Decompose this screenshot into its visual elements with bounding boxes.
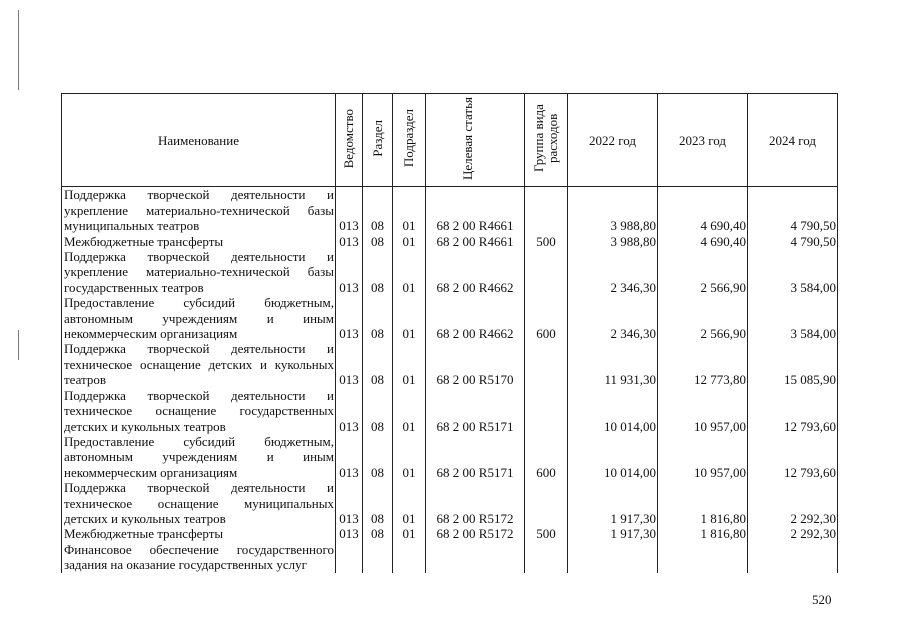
row-gruppa: 500 (525, 234, 568, 249)
header-2024: 2024 год (748, 94, 838, 187)
row-value-2022: 10 014,00 (568, 388, 658, 434)
row-value-2024: 12 793,60 (748, 388, 838, 434)
row-value-2023: 10 957,00 (658, 388, 748, 434)
row-celevaya-statya: 68 2 00 R4661 (426, 234, 525, 249)
row-value-2022 (568, 542, 658, 573)
row-vedomstvo: 013 (336, 341, 363, 387)
table-row (62, 480, 838, 526)
header-gruppa-vida-rashodov: Группа вида расходов (525, 94, 568, 187)
row-vedomstvo: 013 (336, 526, 363, 541)
row-celevaya-statya: 68 2 00 R5171 (426, 434, 525, 480)
row-razdel: 08 (363, 187, 393, 234)
row-podrazdel: 01 (393, 234, 426, 249)
header-podrazdel: Подраздел (393, 94, 426, 187)
row-podrazdel: 01 (393, 480, 426, 526)
row-vedomstvo: 013 (336, 249, 363, 295)
row-celevaya-statya: 68 2 00 R5170 (426, 341, 525, 387)
row-value-2024: 4 790,50 (748, 187, 838, 234)
row-vedomstvo (336, 542, 363, 573)
row-value-2024: 3 584,00 (748, 295, 838, 341)
row-name: Финансовое обеспечение государственного задания на оказание государственных услуг (62, 542, 336, 573)
row-podrazdel (393, 542, 426, 573)
row-value-2022: 11 931,30 (568, 341, 658, 387)
row-vedomstvo: 013 (336, 295, 363, 341)
row-razdel: 08 (363, 526, 393, 541)
row-razdel: 08 (363, 234, 393, 249)
header-name: Наименование (62, 94, 336, 187)
header-2022: 2022 год (568, 94, 658, 187)
row-value-2023: 1 816,80 (658, 526, 748, 541)
row-value-2022: 2 346,30 (568, 295, 658, 341)
page-number: 520 (812, 592, 832, 607)
row-value-2024: 2 292,30 (748, 526, 838, 541)
row-razdel: 08 (363, 388, 393, 434)
row-value-2023: 10 957,00 (658, 434, 748, 480)
row-podrazdel: 01 (393, 526, 426, 541)
header-razdel: Раздел (363, 94, 393, 187)
row-value-2023: 1 816,80 (658, 480, 748, 526)
row-value-2022: 1 917,30 (568, 480, 658, 526)
row-celevaya-statya (426, 542, 525, 573)
row-name: Поддержка творческой деятельности и техническое оснащение государственных детских и кукольных театров (62, 388, 336, 434)
scan-edge-mark-bottom (18, 330, 19, 360)
row-name: Предоставление субсидий бюджетным, автономным учреждениям и иным некоммерческим организациям (62, 295, 336, 341)
header-celevaya-statya: Целевая статья (426, 94, 525, 187)
row-celevaya-statya: 68 2 00 R4662 (426, 249, 525, 295)
row-vedomstvo: 013 (336, 480, 363, 526)
row-name: Поддержка творческой деятельности и укрепление материально-технической базы государственных театров (62, 249, 336, 295)
row-razdel (363, 542, 393, 573)
row-value-2022: 10 014,00 (568, 434, 658, 480)
row-celevaya-statya: 68 2 00 R5172 (426, 480, 525, 526)
row-vedomstvo: 013 (336, 434, 363, 480)
row-value-2024: 2 292,30 (748, 480, 838, 526)
row-name: Межбюджетные трансферты (62, 526, 336, 541)
row-value-2024: 4 790,50 (748, 234, 838, 249)
row-gruppa (525, 480, 568, 526)
row-razdel: 08 (363, 434, 393, 480)
row-value-2023: 4 690,40 (658, 234, 748, 249)
row-razdel: 08 (363, 295, 393, 341)
table-row (62, 295, 838, 341)
row-value-2023: 4 690,40 (658, 187, 748, 234)
row-value-2023 (658, 542, 748, 573)
row-podrazdel: 01 (393, 388, 426, 434)
header-vedomstvo: Ведомство (336, 94, 363, 187)
row-value-2023: 12 773,80 (658, 341, 748, 387)
row-value-2022: 2 346,30 (568, 249, 658, 295)
row-name: Поддержка творческой деятельности и техническое оснащение детских и кукольных театров (62, 341, 336, 387)
row-vedomstvo: 013 (336, 234, 363, 249)
row-value-2024: 3 584,00 (748, 249, 838, 295)
row-celevaya-statya: 68 2 00 R4661 (426, 187, 525, 234)
row-celevaya-statya: 68 2 00 R4662 (426, 295, 525, 341)
row-celevaya-statya: 68 2 00 R5172 (426, 526, 525, 541)
table-row (62, 526, 838, 541)
row-value-2024: 15 085,90 (748, 341, 838, 387)
scan-edge-mark-top (18, 10, 19, 90)
header-2023: 2023 год (658, 94, 748, 187)
row-gruppa (525, 187, 568, 234)
row-name: Межбюджетные трансферты (62, 234, 336, 249)
table-row (62, 234, 838, 249)
table-row (62, 434, 838, 480)
row-celevaya-statya: 68 2 00 R5171 (426, 388, 525, 434)
budget-table (61, 93, 838, 573)
row-podrazdel: 01 (393, 187, 426, 234)
row-razdel: 08 (363, 341, 393, 387)
row-vedomstvo: 013 (336, 388, 363, 434)
table-header-row (62, 94, 838, 187)
row-value-2024 (748, 542, 838, 573)
row-value-2023: 2 566,90 (658, 249, 748, 295)
row-value-2024: 12 793,60 (748, 434, 838, 480)
row-name: Поддержка творческой деятельности и техническое оснащение муниципальных детских и кукольных театров (62, 480, 336, 526)
row-value-2022: 3 988,80 (568, 187, 658, 234)
row-value-2023: 2 566,90 (658, 295, 748, 341)
row-razdel: 08 (363, 249, 393, 295)
row-razdel: 08 (363, 480, 393, 526)
row-gruppa (525, 249, 568, 295)
row-podrazdel: 01 (393, 341, 426, 387)
row-podrazdel: 01 (393, 434, 426, 480)
table-row (62, 187, 838, 234)
row-gruppa: 600 (525, 295, 568, 341)
table-row (62, 388, 838, 434)
table-row (62, 542, 838, 573)
row-value-2022: 3 988,80 (568, 234, 658, 249)
row-gruppa: 500 (525, 526, 568, 541)
row-gruppa (525, 388, 568, 434)
row-gruppa (525, 341, 568, 387)
table-row (62, 249, 838, 295)
row-value-2022: 1 917,30 (568, 526, 658, 541)
row-podrazdel: 01 (393, 295, 426, 341)
row-name: Поддержка творческой деятельности и укрепление материально-технической базы муниципальных театров (62, 187, 336, 234)
row-name: Предоставление субсидий бюджетным, автономным учреждениям и иным некоммерческим организациям (62, 434, 336, 480)
row-gruppa (525, 542, 568, 573)
table-row (62, 341, 838, 387)
row-gruppa: 600 (525, 434, 568, 480)
row-vedomstvo: 013 (336, 187, 363, 234)
row-podrazdel: 01 (393, 249, 426, 295)
